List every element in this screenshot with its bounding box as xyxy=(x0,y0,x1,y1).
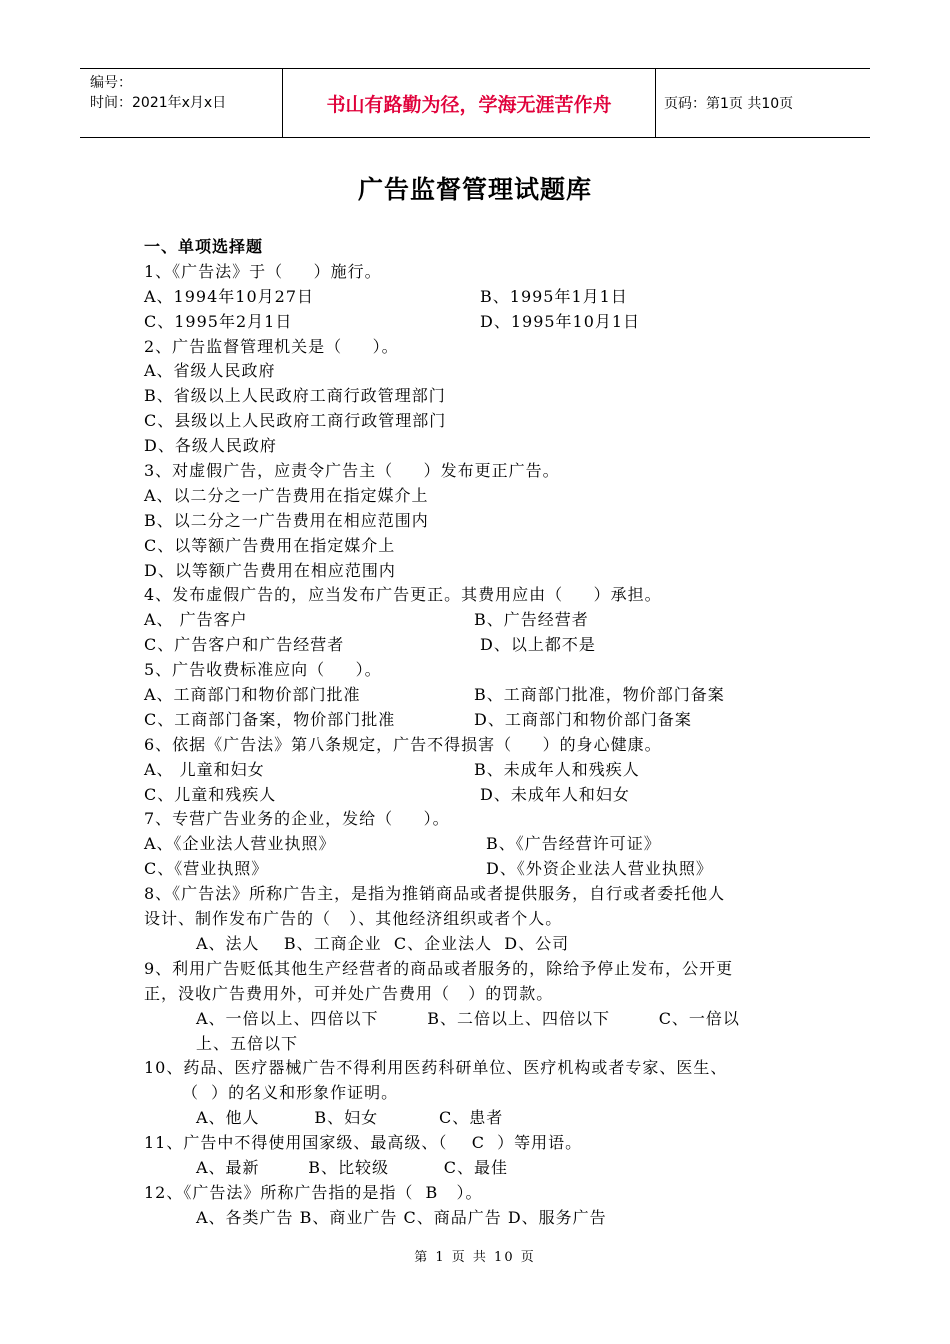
line-text: A、最新 B、比较级 C、最佳 xyxy=(196,1157,509,1177)
line-text: C、县级以上人民政府工商行政管理部门 xyxy=(144,411,447,431)
question-line xyxy=(144,783,814,808)
question-line xyxy=(144,1181,814,1206)
line-text: 10、药品、医疗器械广告不得利用医药科研单位、医疗机构或者专家、医生、 xyxy=(144,1058,728,1078)
question-line xyxy=(144,1156,814,1181)
line-text: A、他人 B、妇女 C、患者 xyxy=(196,1108,504,1128)
question-line xyxy=(144,807,814,832)
question-line xyxy=(144,1056,814,1081)
option-right: D、以上都不是 xyxy=(480,635,596,655)
question-line xyxy=(144,882,814,907)
question-line xyxy=(144,982,814,1007)
question-line xyxy=(144,509,814,534)
line-text: 2、广告监督管理机关是（ ）。 xyxy=(144,336,399,356)
question-line xyxy=(144,633,814,658)
section-heading: 一、单项选择题 xyxy=(144,237,264,256)
option-right: B、未成年人和残疾人 xyxy=(474,759,640,779)
question-line xyxy=(144,583,814,608)
page-header xyxy=(80,68,870,138)
line-text: 8、《广告法》所称广告主，是指为推销商品或者提供服务，自行或者委托他人 xyxy=(144,884,726,904)
option-right: D、1995年10月1日 xyxy=(480,311,641,331)
question-line xyxy=(144,957,814,982)
line-text: A、《企业法人营业执照》 xyxy=(144,834,336,854)
question-line xyxy=(144,285,814,310)
question-line xyxy=(144,409,814,434)
line-text: 3、对虚假广告，应责令广告主（ ）发布更正广告。 xyxy=(144,461,560,481)
header-meta xyxy=(80,69,282,137)
question-line xyxy=(144,932,814,957)
document-title: 广告监督管理试题库 xyxy=(357,175,592,204)
question-line xyxy=(144,260,814,285)
line-text: A、1994年10月27日 xyxy=(144,286,314,306)
line-text: 5、广告收费标准应向（ ）。 xyxy=(144,660,382,680)
header-motto: 书山有路勤为径，学海无涯苦作舟 xyxy=(282,69,656,137)
question-line xyxy=(144,534,814,559)
header-number-label: 编号： xyxy=(90,75,132,91)
line-text: A、省级人民政府 xyxy=(144,361,276,381)
line-text: C、以等额广告费用在指定媒介上 xyxy=(144,535,396,555)
line-text: （ ）的名义和形象作证明。 xyxy=(182,1083,399,1103)
line-text: A、各类广告 B、商业广告 C、商品广告 D、服务广告 xyxy=(196,1207,607,1227)
question-line xyxy=(144,434,814,459)
line-text: 4、发布虚假广告的，应当发布广告更正。其费用应由（ ）承担。 xyxy=(144,585,662,605)
header-date-label: 时间：2021年x月x日 xyxy=(90,95,227,111)
option-right: D、未成年人和妇女 xyxy=(480,784,630,804)
question-lines xyxy=(144,260,814,1231)
line-text: C、《营业执照》 xyxy=(144,859,269,879)
question-line xyxy=(144,832,814,857)
question-line xyxy=(144,484,814,509)
option-right: B、广告经营者 xyxy=(474,610,589,630)
line-text: A、一倍以上、四倍以下 B、二倍以上、四倍以下 C、一倍以 xyxy=(196,1008,740,1028)
line-text: B、省级以上人民政府工商行政管理部门 xyxy=(144,386,446,406)
option-right: B、工商部门批准，物价部门备案 xyxy=(474,685,725,705)
line-text: D、各级人民政府 xyxy=(144,436,277,456)
question-line xyxy=(144,758,814,783)
question-line xyxy=(144,658,814,683)
question-line xyxy=(144,708,814,733)
question-line xyxy=(144,857,814,882)
question-line xyxy=(144,683,814,708)
line-text: B、以二分之一广告费用在相应范围内 xyxy=(144,510,429,530)
line-text: 7、专营广告业务的企业，发给（ ）。 xyxy=(144,809,450,829)
question-line xyxy=(144,1131,814,1156)
line-text: A、 广告客户 xyxy=(144,610,248,630)
line-text: 9、利用广告贬低其他生产经营者的商品或者服务的，除给予停止发布，公开更 xyxy=(144,958,734,978)
line-text: 6、依据《广告法》第八条规定，广告不得损害（ ）的身心健康。 xyxy=(144,734,662,754)
line-text: D、以等额广告费用在相应范围内 xyxy=(144,560,396,580)
question-line xyxy=(144,359,814,384)
line-text: 12、《广告法》所称广告指的是指（ B ）。 xyxy=(144,1182,483,1202)
question-line xyxy=(144,1206,814,1231)
option-right: B、1995年1月1日 xyxy=(480,286,628,306)
option-right: D、工商部门和物价部门备案 xyxy=(474,709,692,729)
question-list xyxy=(144,235,814,1231)
line-text: 11、广告中不得使用国家级、最高级、（ C ）等用语。 xyxy=(144,1133,583,1153)
line-text: 设计、制作发布广告的（ ）、其他经济组织或者个人。 xyxy=(144,909,563,929)
line-text: C、儿童和残疾人 xyxy=(144,784,277,804)
line-text: 正，没收广告费用外，可并处广告费用（ ）的罚款。 xyxy=(144,983,554,1003)
question-line xyxy=(144,335,814,360)
line-text: C、1995年2月1日 xyxy=(144,311,293,331)
question-line xyxy=(144,310,814,335)
option-right: D、《外资企业法人营业执照》 xyxy=(486,859,713,879)
question-line xyxy=(144,1106,814,1131)
line-text: A、工商部门和物价部门批准 xyxy=(144,685,361,705)
option-right: B、《广告经营许可证》 xyxy=(486,834,661,854)
line-text: C、广告客户和广告经营者 xyxy=(144,635,345,655)
question-line xyxy=(144,608,814,633)
question-line xyxy=(144,459,814,484)
line-text: 上、五倍以下 xyxy=(196,1033,299,1053)
line-text: A、法人 B、工商企业 C、企业法人 D、公司 xyxy=(196,933,570,953)
question-line xyxy=(144,384,814,409)
page-footer: 第 1 页 共 10 页 xyxy=(414,1250,536,1265)
line-text: A、 儿童和妇女 xyxy=(144,759,265,779)
line-text: A、以二分之一广告费用在指定媒介上 xyxy=(144,485,429,505)
question-line xyxy=(144,1007,814,1032)
question-line xyxy=(144,559,814,584)
question-line xyxy=(144,907,814,932)
header-page-info: 页码：第1页 共10页 xyxy=(664,96,794,112)
question-line xyxy=(144,1032,814,1057)
question-line xyxy=(144,1081,814,1106)
line-text: 1、《广告法》于（ ）施行。 xyxy=(144,261,382,281)
question-line xyxy=(144,733,814,758)
line-text: C、工商部门备案，物价部门批准 xyxy=(144,709,396,729)
